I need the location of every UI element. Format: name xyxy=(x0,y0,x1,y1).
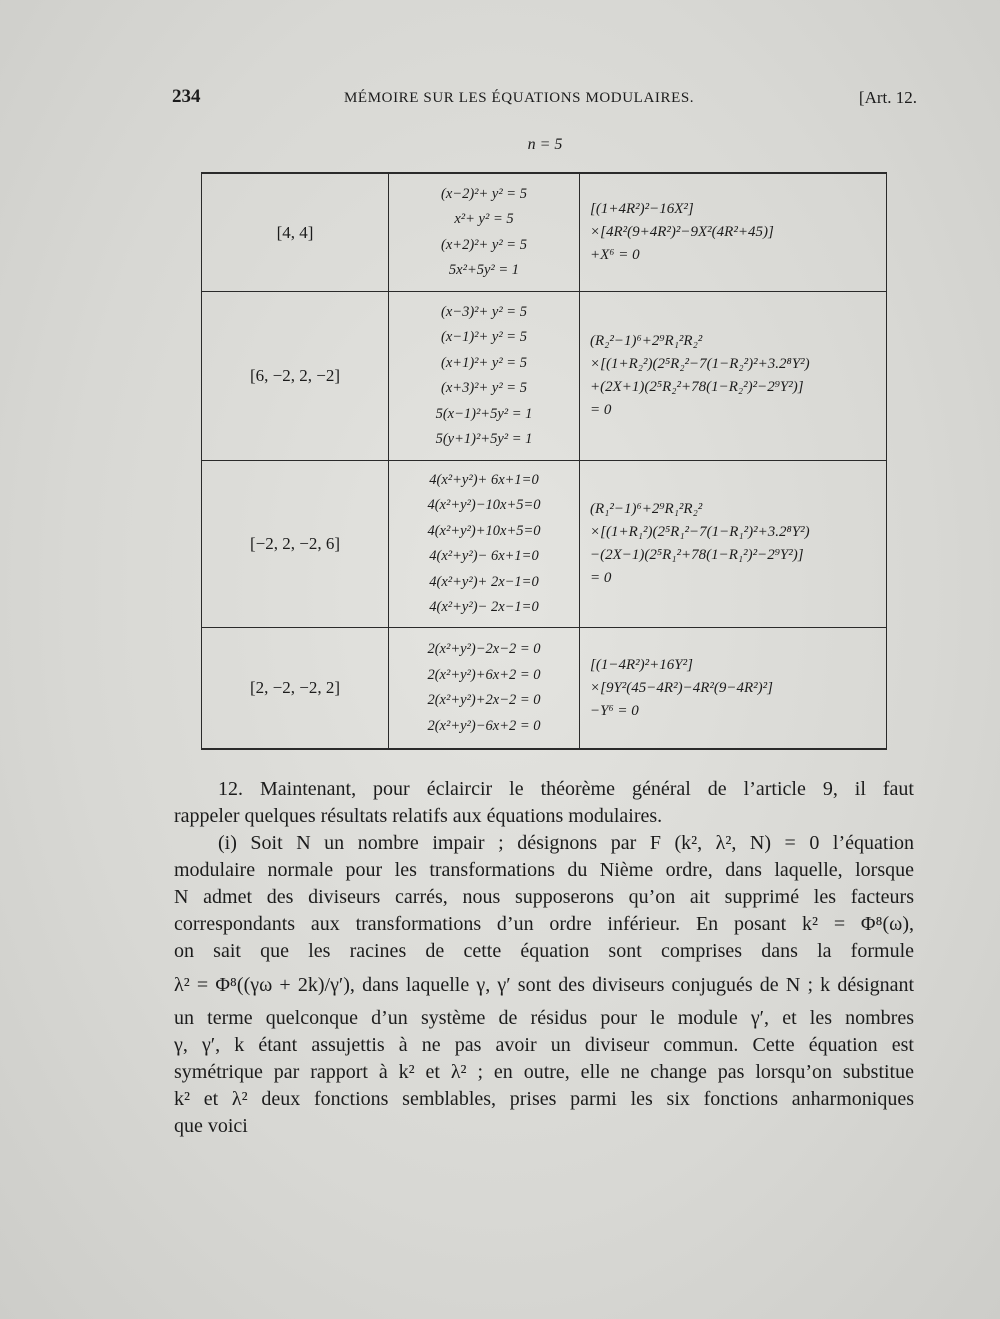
curve-equation: 5(x−1)²+5y² = 1 xyxy=(435,405,533,422)
relation-line: (R₂²−1)⁶+2⁹R₁²R₂² xyxy=(590,333,703,349)
relation-line: = 0 xyxy=(590,570,612,586)
page-number: 234 xyxy=(172,86,201,107)
relation-line: [(1−4R²)²+16Y²] xyxy=(590,656,693,673)
curve-equation: (x−1)²+ y² = 5 xyxy=(441,329,527,345)
curves-cell xyxy=(389,628,580,750)
text-line: modulaire normale pour les transformations du Nième ordre, dans laquelle, lorsque xyxy=(174,859,914,881)
text-line: γ, γ′, k étant assujettis à ne pas avoir un diviseur commun. Cette équation est xyxy=(174,1034,914,1056)
relation-line: +(2X+1)(2⁵R₂²+78(1−R₂²)²−2⁹Y²)] xyxy=(590,379,804,395)
text-line: λ² = Φ⁸((γω + 2k)/γ′), dans laquelle γ, γ′ sont des diviseurs conjugués de N ; k désignant xyxy=(174,974,914,996)
table-row xyxy=(202,292,887,461)
relation-line: ×[(1+R₂²)(2⁵R₂²−7(1−R₂²)²+3.2⁸Y²) xyxy=(590,356,810,372)
curve-equation: 2(x²+y²)−2x−2 = 0 xyxy=(427,641,541,657)
curves-cell xyxy=(389,461,580,628)
text-line: symétrique par rapport à k² et λ² ; en outre, elle ne change pas lorsqu’on substitue xyxy=(174,1061,914,1083)
curve-equation: 4(x²+y²)+ 6x+1=0 xyxy=(429,471,539,488)
curve-equation: 2(x²+y²)+6x+2 = 0 xyxy=(427,666,541,683)
relation-cell xyxy=(580,292,887,461)
relation-cell xyxy=(580,628,887,750)
relation-line: ×[(1+R₁²)(2⁵R₁²−7(1−R₁²)²+3.2⁸Y²) xyxy=(590,524,810,540)
curve-equation: x²+ y² = 5 xyxy=(454,211,514,227)
curve-equation: 4(x²+y²)+10x+5=0 xyxy=(427,522,541,539)
text-line: que voici xyxy=(174,1115,248,1137)
article-marker: [Art. 12. xyxy=(858,88,917,107)
relation-line: (R₁²−1)⁶+2⁹R₁²R₂² xyxy=(590,501,703,517)
text-line: (i) Soit N un nombre impair ; désignons par F (k², λ², N) = 0 l’équation xyxy=(218,832,914,854)
text-line: rappeler quelques résultats relatifs aux équations modulaires. xyxy=(174,805,663,827)
relation-cell xyxy=(580,173,887,292)
curve-equation: 5x²+5y² = 1 xyxy=(448,262,520,278)
relation-line: = 0 xyxy=(590,402,612,418)
curve-equation: (x−3)²+ y² = 5 xyxy=(441,303,527,320)
relation-cell xyxy=(580,461,887,628)
text-line: un terme quelconque d’un système de résidus pour le module γ′, et les nombres xyxy=(174,1007,914,1029)
relation-line: ×[4R²(9+4R²)²−9X²(4R²+45)] xyxy=(590,224,774,240)
relation-line: +X⁶ = 0 xyxy=(590,247,640,263)
text-line: correspondants aux transformations d’un ordre inférieur. En posant k² = Φ⁸(ω), xyxy=(174,913,914,935)
body-text xyxy=(174,776,914,1140)
relation-line: [(1+4R²)²−16X²] xyxy=(590,201,694,217)
curves-cell xyxy=(389,292,580,461)
signature-cell: [2, −2, −2, 2] xyxy=(202,628,389,750)
curve-equation: (x+1)²+ y² = 5 xyxy=(441,354,527,371)
relation-line: −(2X−1)(2⁵R₁²+78(1−R₁²)²−2⁹Y²)] xyxy=(590,547,804,563)
curve-equation: 2(x²+y²)−6x+2 = 0 xyxy=(427,717,541,734)
curve-equation: 5(y+1)²+5y² = 1 xyxy=(435,431,533,447)
curve-equation: 4(x²+y²)−10x+5=0 xyxy=(427,497,541,513)
table-row xyxy=(202,461,887,628)
signature-cell: [−2, 2, −2, 6] xyxy=(202,461,389,628)
relation-line: −Y⁶ = 0 xyxy=(590,702,639,719)
relation-line: ×[9Y²(45−4R²)−4R²(9−4R²)²] xyxy=(590,679,773,696)
curve-equation: (x+3)²+ y² = 5 xyxy=(441,380,527,396)
curve-equation: 4(x²+y²)+ 2x−1=0 xyxy=(429,573,539,590)
text-line: 12. Maintenant, pour éclaircir le théorème général de l’article 9, il faut xyxy=(218,778,914,800)
text-line: k² et λ² deux fonctions semblables, prises parmi les six fonctions anharmoniques xyxy=(174,1088,914,1110)
equation-table xyxy=(201,172,887,750)
signature-cell: [6, −2, 2, −2] xyxy=(202,292,389,461)
curve-equation: 4(x²+y²)− 2x−1=0 xyxy=(429,599,539,615)
text-line: on sait que les racines de cette équation sont comprises dans la formule xyxy=(174,940,914,962)
running-header xyxy=(172,86,917,116)
table-row xyxy=(202,173,887,292)
curve-equation: (x−2)²+ y² = 5 xyxy=(441,185,527,202)
curve-equation: (x+2)²+ y² = 5 xyxy=(441,236,527,253)
signature-cell: [4, 4] xyxy=(202,173,389,292)
running-title: MÉMOIRE SUR LES ÉQUATIONS MODULAIRES. xyxy=(344,90,695,106)
curve-equation: 4(x²+y²)− 6x+1=0 xyxy=(429,548,539,564)
table-row xyxy=(202,628,887,750)
case-label: n = 5 xyxy=(527,136,563,153)
curves-cell xyxy=(389,173,580,292)
curve-equation: 2(x²+y²)+2x−2 = 0 xyxy=(427,692,541,708)
text-line: N admet des diviseurs carrés, nous supposerons qu’on ait supprimé les facteurs xyxy=(174,886,914,908)
